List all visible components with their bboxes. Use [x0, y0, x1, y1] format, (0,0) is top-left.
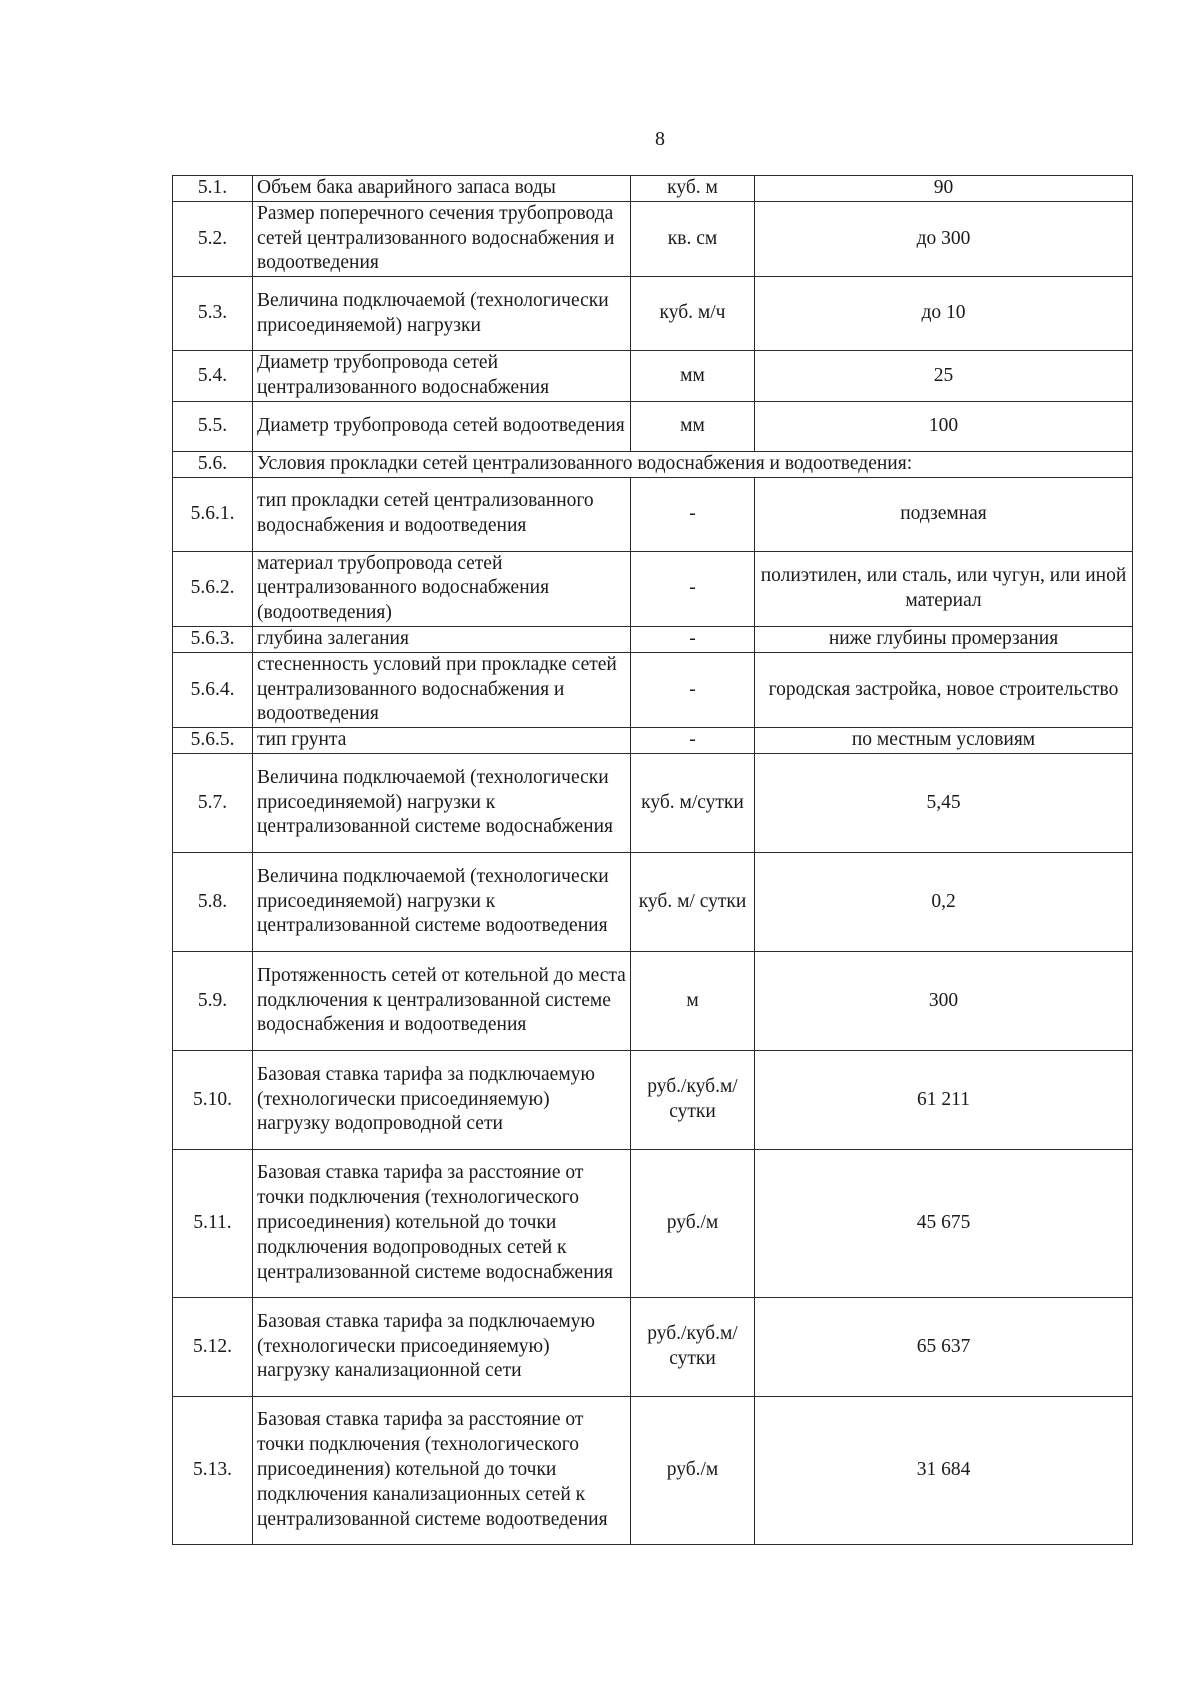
- parameter-value: полиэтилен, или сталь, или чугун, или иной материал: [755, 551, 1133, 626]
- parameter-name: тип прокладки сетей централизованного водоснабжения и водоотведения: [253, 477, 631, 551]
- parameter-value: 90: [755, 176, 1133, 202]
- table-row: [173, 1050, 1133, 1149]
- parameter-value: 45 675: [755, 1149, 1133, 1297]
- row-number: 5.10.: [173, 1050, 253, 1149]
- unit-of-measure: руб./куб.м/ сутки: [631, 1050, 755, 1149]
- row-number: 5.1.: [173, 176, 253, 202]
- parameter-name: Базовая ставка тарифа за расстояние от точки подключения (технологического присоединения) котельной до точки подключения водопроводных сетей к централизованной системе водоснабжения: [253, 1149, 631, 1297]
- unit-of-measure: руб./м: [631, 1149, 755, 1297]
- unit-of-measure: мм: [631, 401, 755, 451]
- parameter-value: 61 211: [755, 1050, 1133, 1149]
- parameter-name: Базовая ставка тарифа за подключаемую (технологически присоединяемую) нагрузку водопроводной сети: [253, 1050, 631, 1149]
- table-row: [173, 1297, 1133, 1396]
- parameter-name: Величина подключаемой (технологически присоединяемой) нагрузки к централизованной системе водоснабжения: [253, 753, 631, 852]
- parameter-name: глубина залегания: [253, 626, 631, 652]
- unit-of-measure: кв. см: [631, 201, 755, 276]
- table-row: [173, 951, 1133, 1050]
- parameter-value: ниже глубины промерзания: [755, 626, 1133, 652]
- page-number: 8: [655, 128, 665, 150]
- row-number: 5.6.: [173, 451, 253, 477]
- table-row: [173, 852, 1133, 951]
- parameter-name: Базовая ставка тарифа за расстояние от точки подключения (технологического присоединения) котельной до точки подключения канализационных сетей к централизованной системе водоотведения: [253, 1396, 631, 1544]
- unit-of-measure: куб. м/ сутки: [631, 852, 755, 951]
- unit-of-measure: куб. м/ч: [631, 277, 755, 351]
- row-number: 5.6.1.: [173, 477, 253, 551]
- unit-of-measure: куб. м: [631, 176, 755, 202]
- parameter-value: подземная: [755, 477, 1133, 551]
- parameter-value: по местным условиям: [755, 728, 1133, 754]
- row-number: 5.9.: [173, 951, 253, 1050]
- unit-of-measure: м: [631, 951, 755, 1050]
- parameter-value: до 10: [755, 277, 1133, 351]
- table-row: [173, 351, 1133, 402]
- table-row: [173, 477, 1133, 551]
- row-number: 5.6.4.: [173, 652, 253, 727]
- parameter-name: Объем бака аварийного запаса воды: [253, 176, 631, 202]
- unit-of-measure: куб. м/сутки: [631, 753, 755, 852]
- table-row: [173, 176, 1133, 202]
- unit-of-measure: -: [631, 652, 755, 727]
- table-row: [173, 1396, 1133, 1544]
- row-number: 5.3.: [173, 277, 253, 351]
- parameter-name: Величина подключаемой (технологически присоединяемой) нагрузки к централизованной системе водоотведения: [253, 852, 631, 951]
- parameter-name: тип грунта: [253, 728, 631, 754]
- row-number: 5.8.: [173, 852, 253, 951]
- parameter-value: 0,2: [755, 852, 1133, 951]
- parameter-name: Протяженность сетей от котельной до места подключения к централизованной системе водоснабжения и водоотведения: [253, 951, 631, 1050]
- row-number: 5.11.: [173, 1149, 253, 1297]
- unit-of-measure: руб./м: [631, 1396, 755, 1544]
- parameter-name: материал трубопровода сетей централизованного водоснабжения (водоотведения): [253, 551, 631, 626]
- parameter-value: до 300: [755, 201, 1133, 276]
- parameter-value: 25: [755, 351, 1133, 402]
- unit-of-measure: мм: [631, 351, 755, 402]
- parameter-name: Диаметр трубопровода сетей водоотведения: [253, 401, 631, 451]
- table-row: [173, 201, 1133, 276]
- parameter-name: Диаметр трубопровода сетей централизованного водоснабжения: [253, 351, 631, 402]
- parameter-name: Размер поперечного сечения трубопровода сетей централизованного водоснабжения и водоотведения: [253, 201, 631, 276]
- table-row: [173, 652, 1133, 727]
- row-number: 5.13.: [173, 1396, 253, 1544]
- row-number: 5.6.5.: [173, 728, 253, 754]
- specification-table: [172, 175, 1133, 1545]
- table-row: [173, 551, 1133, 626]
- unit-of-measure: -: [631, 626, 755, 652]
- parameter-name: стесненность условий при прокладке сетей централизованного водоснабжения и водоотведения: [253, 652, 631, 727]
- unit-of-measure: -: [631, 728, 755, 754]
- parameter-value: городская застройка, новое строительство: [755, 652, 1133, 727]
- parameter-value: 100: [755, 401, 1133, 451]
- table-row: [173, 728, 1133, 754]
- row-number: 5.5.: [173, 401, 253, 451]
- row-number: 5.12.: [173, 1297, 253, 1396]
- table-row: [173, 626, 1133, 652]
- parameter-name: Величина подключаемой (технологически присоединяемой) нагрузки: [253, 277, 631, 351]
- row-number: 5.4.: [173, 351, 253, 402]
- row-number: 5.6.3.: [173, 626, 253, 652]
- row-number: 5.7.: [173, 753, 253, 852]
- table-row: [173, 753, 1133, 852]
- specification-table-body: [173, 176, 1133, 1545]
- parameter-value: 65 637: [755, 1297, 1133, 1396]
- table-row: [173, 451, 1133, 477]
- unit-of-measure: -: [631, 477, 755, 551]
- row-number: 5.6.2.: [173, 551, 253, 626]
- parameter-value: 5,45: [755, 753, 1133, 852]
- table-row: [173, 277, 1133, 351]
- section-heading: Условия прокладки сетей централизованного водоснабжения и водоотведения:: [253, 451, 1133, 477]
- unit-of-measure: руб./куб.м/ сутки: [631, 1297, 755, 1396]
- table-row: [173, 1149, 1133, 1297]
- parameter-value: 31 684: [755, 1396, 1133, 1544]
- table-row: [173, 401, 1133, 451]
- unit-of-measure: -: [631, 551, 755, 626]
- row-number: 5.2.: [173, 201, 253, 276]
- parameter-value: 300: [755, 951, 1133, 1050]
- parameter-name: Базовая ставка тарифа за подключаемую (технологически присоединяемую) нагрузку канализационной сети: [253, 1297, 631, 1396]
